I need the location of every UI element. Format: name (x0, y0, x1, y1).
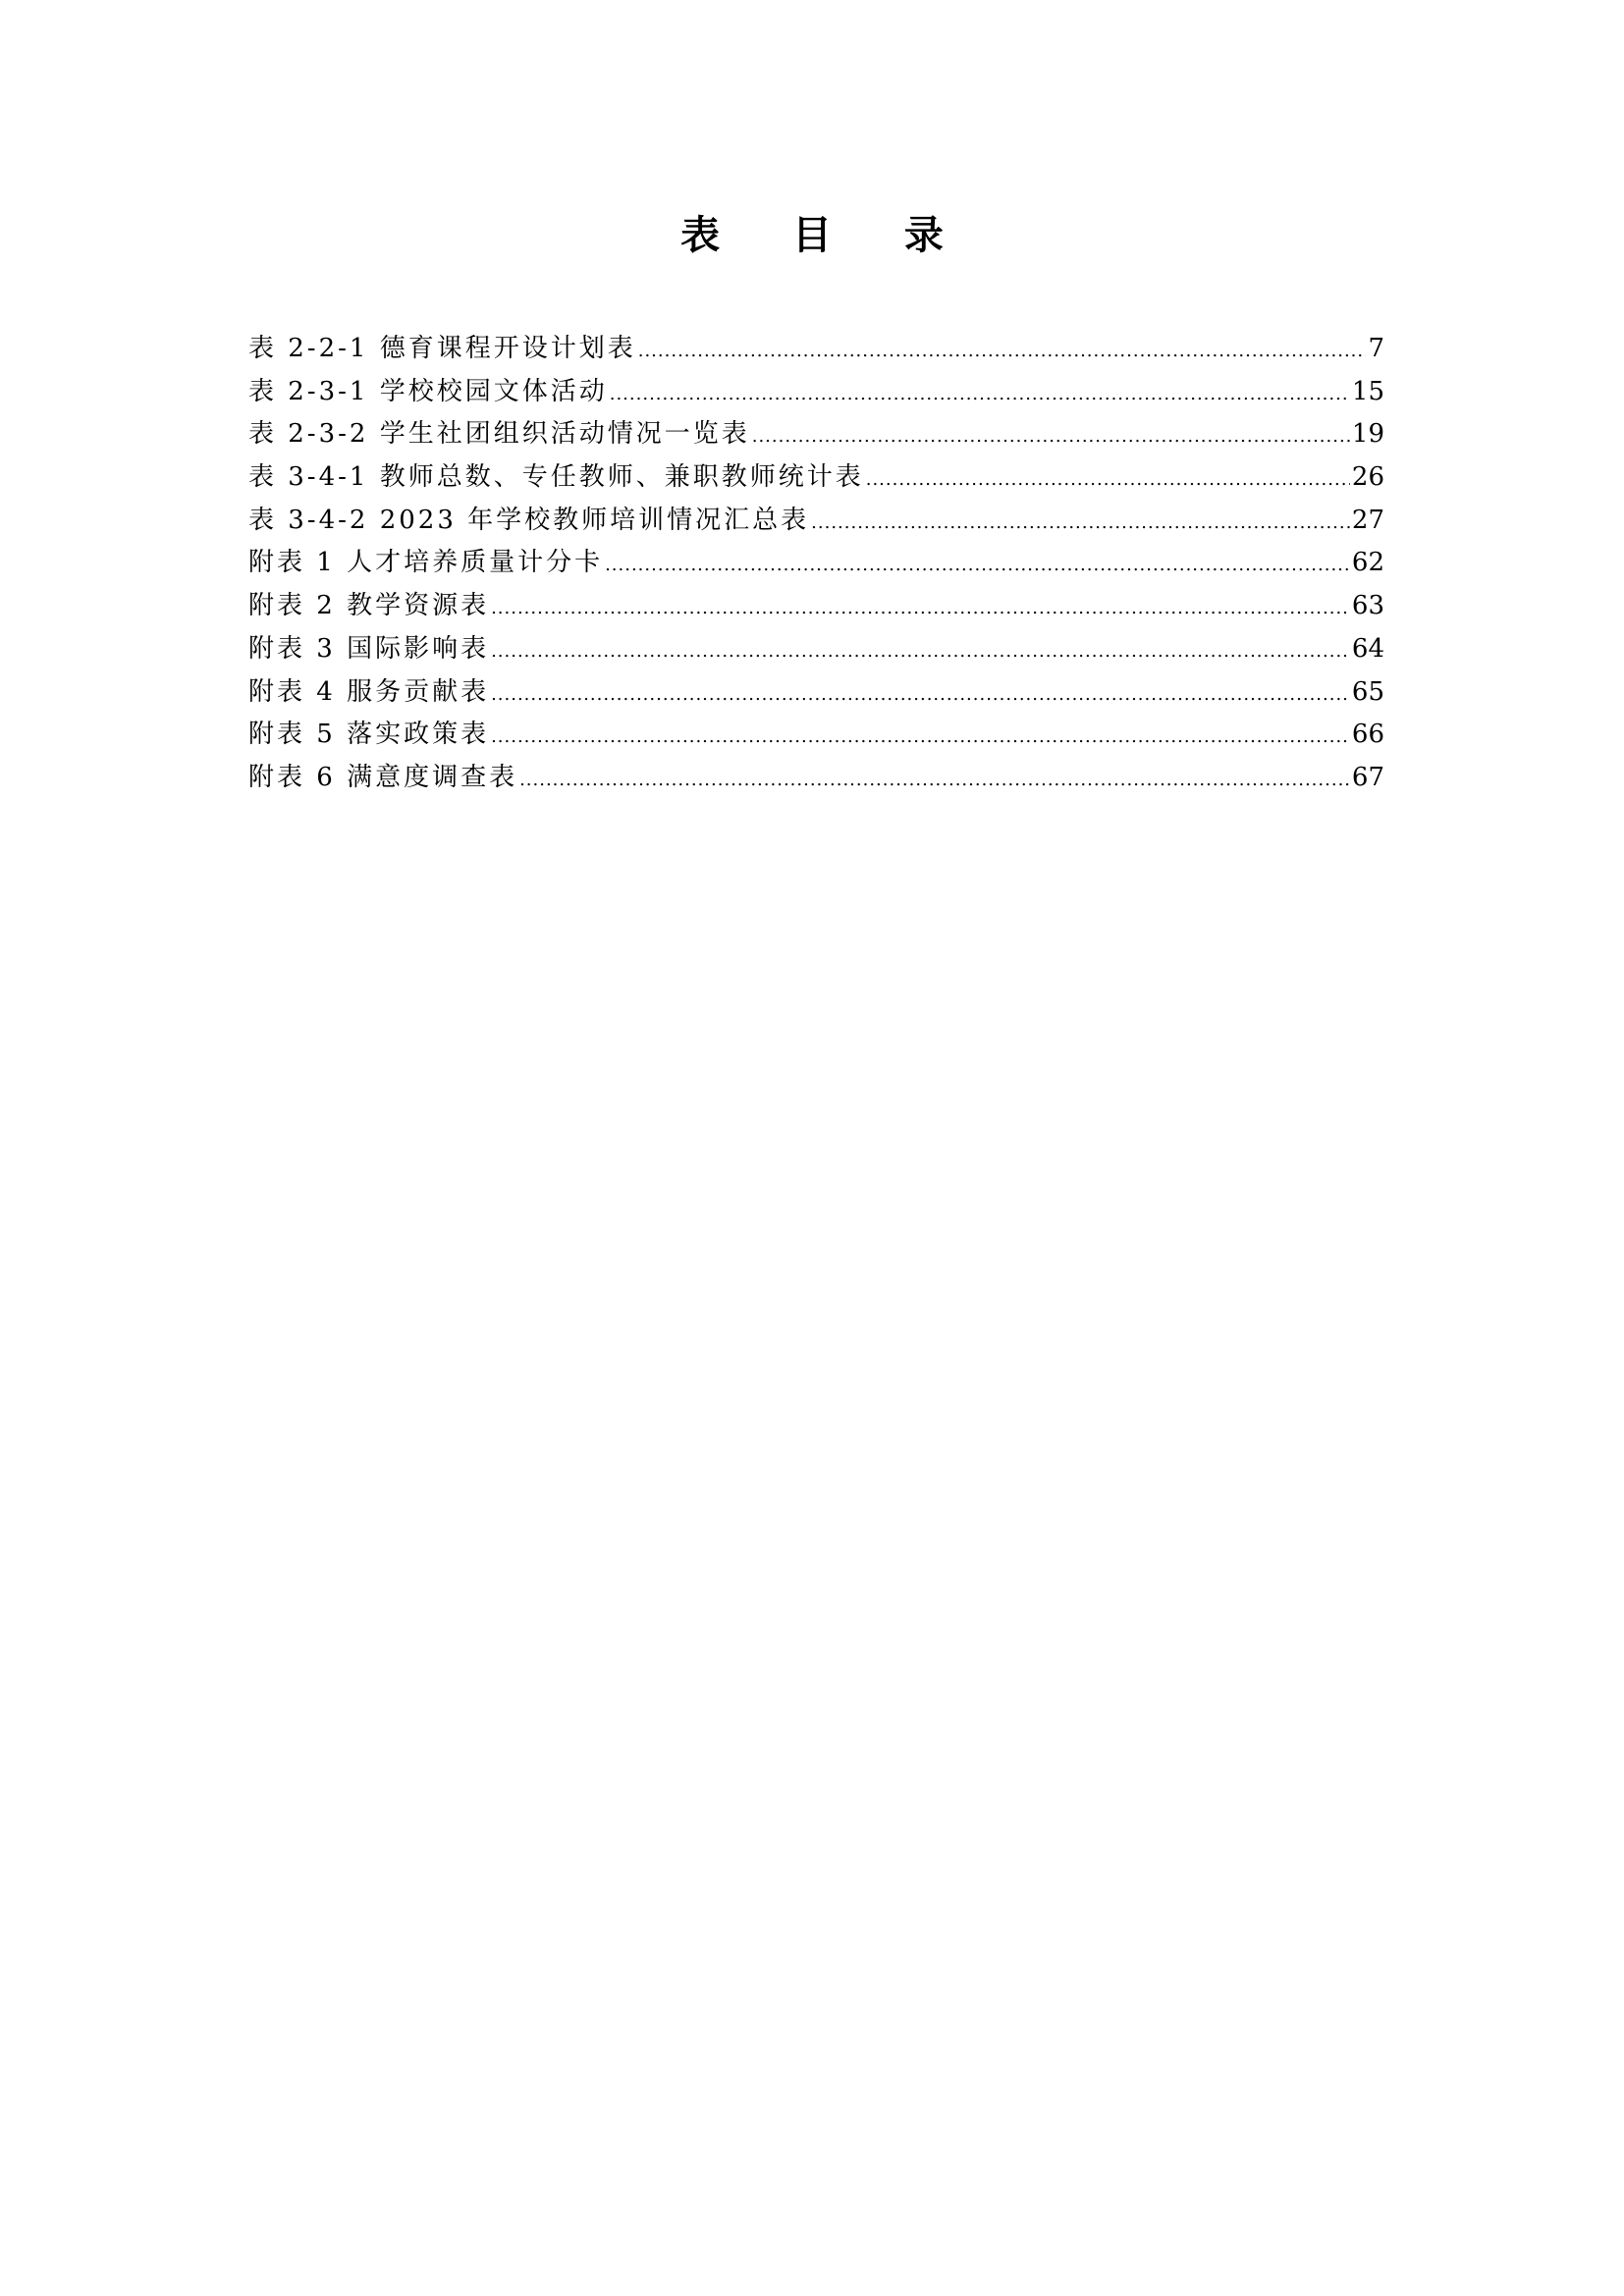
toc-entry[interactable] (248, 714, 1384, 757)
toc-leader-dots (638, 330, 1367, 373)
toc-entry-label: 附表 4 服务贡献表 (248, 676, 490, 707)
toc-entry-page: 19 (1351, 419, 1384, 450)
toc-entry[interactable] (248, 371, 1384, 414)
toc-entry-page: 64 (1351, 633, 1384, 664)
toc-leader-dots (491, 716, 1350, 759)
toc-entry-label: 表 2-2-1 德育课程开设计划表 (248, 334, 636, 363)
toc-entry[interactable] (248, 328, 1384, 371)
toc-entry-label: 表 2-3-2 学生社团组织活动情况一览表 (248, 419, 750, 450)
toc-entry-label: 附表 5 落实政策表 (248, 720, 490, 750)
page-title: 表 目 录 (680, 213, 973, 258)
toc-entry-page: 67 (1351, 762, 1384, 792)
table-of-contents (248, 328, 1384, 800)
toc-entry-label: 表 3-4-2 2023 年学校教师培训情况汇总表 (248, 505, 810, 535)
toc-leader-dots (610, 373, 1350, 416)
toc-leader-dots (491, 630, 1350, 673)
toc-leader-dots (811, 502, 1350, 545)
toc-entry[interactable] (248, 628, 1384, 671)
toc-entry[interactable] (248, 757, 1384, 800)
toc-leader-dots (752, 415, 1350, 458)
toc-entry-label: 表 3-4-1 教师总数、专任教师、兼职教师统计表 (248, 462, 864, 493)
toc-entry-label: 表 2-3-1 学校校园文体活动 (248, 376, 608, 406)
toc-leader-dots (605, 544, 1350, 587)
toc-entry-page: 27 (1351, 505, 1384, 535)
toc-leader-dots (491, 673, 1350, 717)
toc-entry[interactable] (248, 413, 1384, 456)
toc-entry-label: 附表 3 国际影响表 (248, 633, 490, 664)
toc-leader-dots (491, 587, 1350, 630)
toc-entry[interactable] (248, 585, 1384, 628)
toc-leader-dots (519, 759, 1350, 802)
toc-entry-label: 附表 1 人才培养质量计分卡 (248, 548, 604, 578)
toc-entry-page: 65 (1351, 676, 1384, 707)
toc-entry-label: 附表 6 满意度调查表 (248, 762, 518, 792)
toc-entry-label: 附表 2 教学资源表 (248, 591, 490, 621)
toc-entry[interactable] (248, 456, 1384, 500)
toc-entry-page: 26 (1351, 462, 1384, 493)
toc-entry-page: 15 (1351, 376, 1384, 406)
toc-leader-dots (866, 458, 1350, 502)
toc-entry-page: 62 (1351, 548, 1384, 578)
toc-entry-page: 66 (1351, 720, 1384, 750)
toc-entry[interactable] (248, 671, 1384, 715)
toc-entry-page: 63 (1351, 591, 1384, 621)
toc-entry[interactable] (248, 500, 1384, 543)
toc-entry-page: 7 (1368, 334, 1384, 363)
toc-entry[interactable] (248, 542, 1384, 585)
